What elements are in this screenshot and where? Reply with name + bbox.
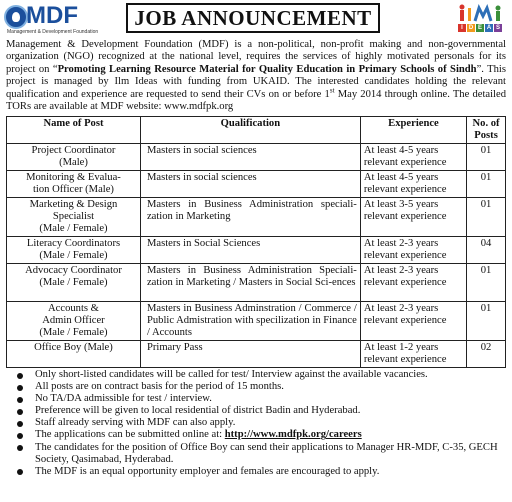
post-line: (Male / Female) xyxy=(39,277,108,288)
mdf-globe-icon xyxy=(4,5,28,29)
project-name: Promoting Learning Resource Material for Quality Education in Primary Schools of Sindh xyxy=(57,63,477,75)
list-item xyxy=(6,466,506,478)
bullet-icon xyxy=(17,409,23,415)
post-line: tion Officer (Male) xyxy=(32,184,114,195)
mdf-logo xyxy=(4,2,99,35)
notes-list xyxy=(6,369,506,478)
mdf-logo-tagline: Management & Development Foundation xyxy=(7,29,99,35)
experience: At least 2-3 years relevant experience xyxy=(360,264,466,302)
post-count: 01 xyxy=(467,302,506,341)
post-line: Project Coordinator xyxy=(31,145,116,156)
experience: At least 2-3 years relevant experience xyxy=(360,302,466,341)
post-count: 02 xyxy=(467,341,506,368)
post-name xyxy=(7,144,141,171)
table-row xyxy=(7,237,506,264)
post-count: 04 xyxy=(467,237,506,264)
ilm-letter: S xyxy=(495,25,500,31)
post-line: Advocacy Coordinator xyxy=(25,265,122,276)
list-item xyxy=(6,381,506,393)
bullet-icon xyxy=(17,433,23,439)
page-title: JOB ANNOUNCEMENT xyxy=(134,5,372,30)
note-text: Preference will be given to local residential of district Badin and Hyderabad. xyxy=(35,405,361,417)
note-text: Only short-listed candidates will be called for test/ Interview against the available vacancies. xyxy=(35,369,428,380)
list-item xyxy=(6,442,506,466)
ilm-letter: E xyxy=(477,25,482,31)
list-item xyxy=(6,429,506,441)
note-text: The MDF is an equal opportunity employer and females are encouraged to apply. xyxy=(35,465,380,477)
post-line: Literacy Coordinators xyxy=(26,238,121,249)
title-box xyxy=(126,3,380,33)
ilm-ideas-letters xyxy=(458,24,502,32)
bullet-icon xyxy=(17,445,23,451)
qualification: Masters in Social Sciences xyxy=(140,237,360,264)
bullet-icon xyxy=(17,397,23,403)
header xyxy=(0,0,512,37)
list-item xyxy=(6,417,506,429)
experience: At least 2-3 years relevant experience xyxy=(360,237,466,264)
bullet-icon xyxy=(17,421,23,427)
posts-table xyxy=(6,116,506,368)
qualification: Masters in Business Administration speciali-zation in Marketing xyxy=(140,198,360,237)
post-count: 01 xyxy=(467,198,506,237)
post-count: 01 xyxy=(467,171,506,198)
careers-link[interactable]: http://www.mdfpk.org/careers xyxy=(224,429,362,441)
post-count: 01 xyxy=(467,144,506,171)
experience: At least 4-5 years relevant experience xyxy=(360,171,466,198)
post-line: (Male) xyxy=(59,157,88,168)
qualification: Primary Pass xyxy=(140,341,360,368)
table-row xyxy=(7,264,506,302)
experience: At least 4-5 years relevant experience xyxy=(360,144,466,171)
note-text: No TA/DA admissible for test / interview. xyxy=(35,393,212,405)
post-line: Admin Officer xyxy=(42,315,105,326)
post-line: (Male / Female) xyxy=(39,327,108,338)
post-name xyxy=(7,198,141,237)
bullet-icon xyxy=(17,469,23,475)
header-qualification: Qualification xyxy=(140,117,360,144)
experience: At least 1-2 years relevant experience xyxy=(360,341,466,368)
table-row xyxy=(7,198,506,237)
post-line: Accounts & xyxy=(48,303,99,314)
mdf-logo-text: MDF xyxy=(26,2,78,29)
ilm-letter: I xyxy=(458,24,466,32)
table-header-row xyxy=(7,117,506,144)
list-item xyxy=(6,369,506,381)
qualification: Masters in social sciences xyxy=(140,171,360,198)
qualification: Masters in social sciences xyxy=(140,144,360,171)
qualification: Masters in Business Adminstration / Commerce / Public Admistration with specilization in Finance / Accounts xyxy=(140,302,360,341)
qualification: Masters in Business Administration Speciali-zation in Marketing / Masters in Social Sci-ences xyxy=(140,264,360,302)
bullet-icon xyxy=(17,385,23,391)
header-posts: No. of Posts xyxy=(467,117,506,144)
bullet-icon xyxy=(17,373,23,379)
intro-text-3: May 2014 through online. The detailed TORs are available at MDF website: www.mdfpk.org xyxy=(6,88,506,113)
header-post: Name of Post xyxy=(7,117,141,144)
intro-text-1: Management & Development Foundation (MDF) is a non-political, non-profit making and non-governmental organization (NGO) recognized at the national level, requires the services of highly motivated personals for its project on “ xyxy=(6,39,506,75)
post-line: Monitoring & Evalua- xyxy=(26,172,121,183)
intro-sup: st xyxy=(329,86,335,95)
post-line: (Male / Female) xyxy=(39,250,108,261)
note-text: Staff already serving with MDF can also apply. xyxy=(35,417,236,429)
note-text: The candidates for the position of Office Boy can send their applications to Manager HR-MDF, C-35, GECH Society, Qasimabad, Hyderabad. xyxy=(35,441,498,465)
post-name xyxy=(7,264,141,302)
intro-text-2: ”. This project is managed by Ilm Ideas with funding from UKAID. The interested candidates holding the relevant qualification and experience are requested to send their CVs on or before 1 xyxy=(6,63,506,100)
experience: At least 3-5 years relevant experience xyxy=(360,198,466,237)
table-row xyxy=(7,341,506,368)
post-name xyxy=(7,302,141,341)
post-line: Marketing & Design xyxy=(29,199,118,210)
table-row xyxy=(7,171,506,198)
note-text: All posts are on contract basis for the period of 15 months. xyxy=(35,381,284,393)
table-row xyxy=(7,302,506,341)
header-experience: Experience xyxy=(360,117,466,144)
list-item xyxy=(6,405,506,417)
ilm-ideas-logo xyxy=(452,4,508,34)
post-name xyxy=(7,171,141,198)
ilm-letter: D xyxy=(468,25,474,31)
post-line: Specialist xyxy=(52,211,95,222)
list-item xyxy=(6,393,506,405)
post-count: 01 xyxy=(467,264,506,302)
post-name xyxy=(7,341,141,368)
post-line: (Male / Female) xyxy=(39,223,108,234)
post-name xyxy=(7,237,141,264)
ilm-figures-icon xyxy=(454,4,506,22)
table-row xyxy=(7,144,506,171)
intro-paragraph xyxy=(6,39,506,113)
ilm-letter: A xyxy=(486,25,492,31)
post-line: Office Boy (Male) xyxy=(34,342,113,353)
note-text: The applications can be submitted online at: xyxy=(35,429,225,441)
